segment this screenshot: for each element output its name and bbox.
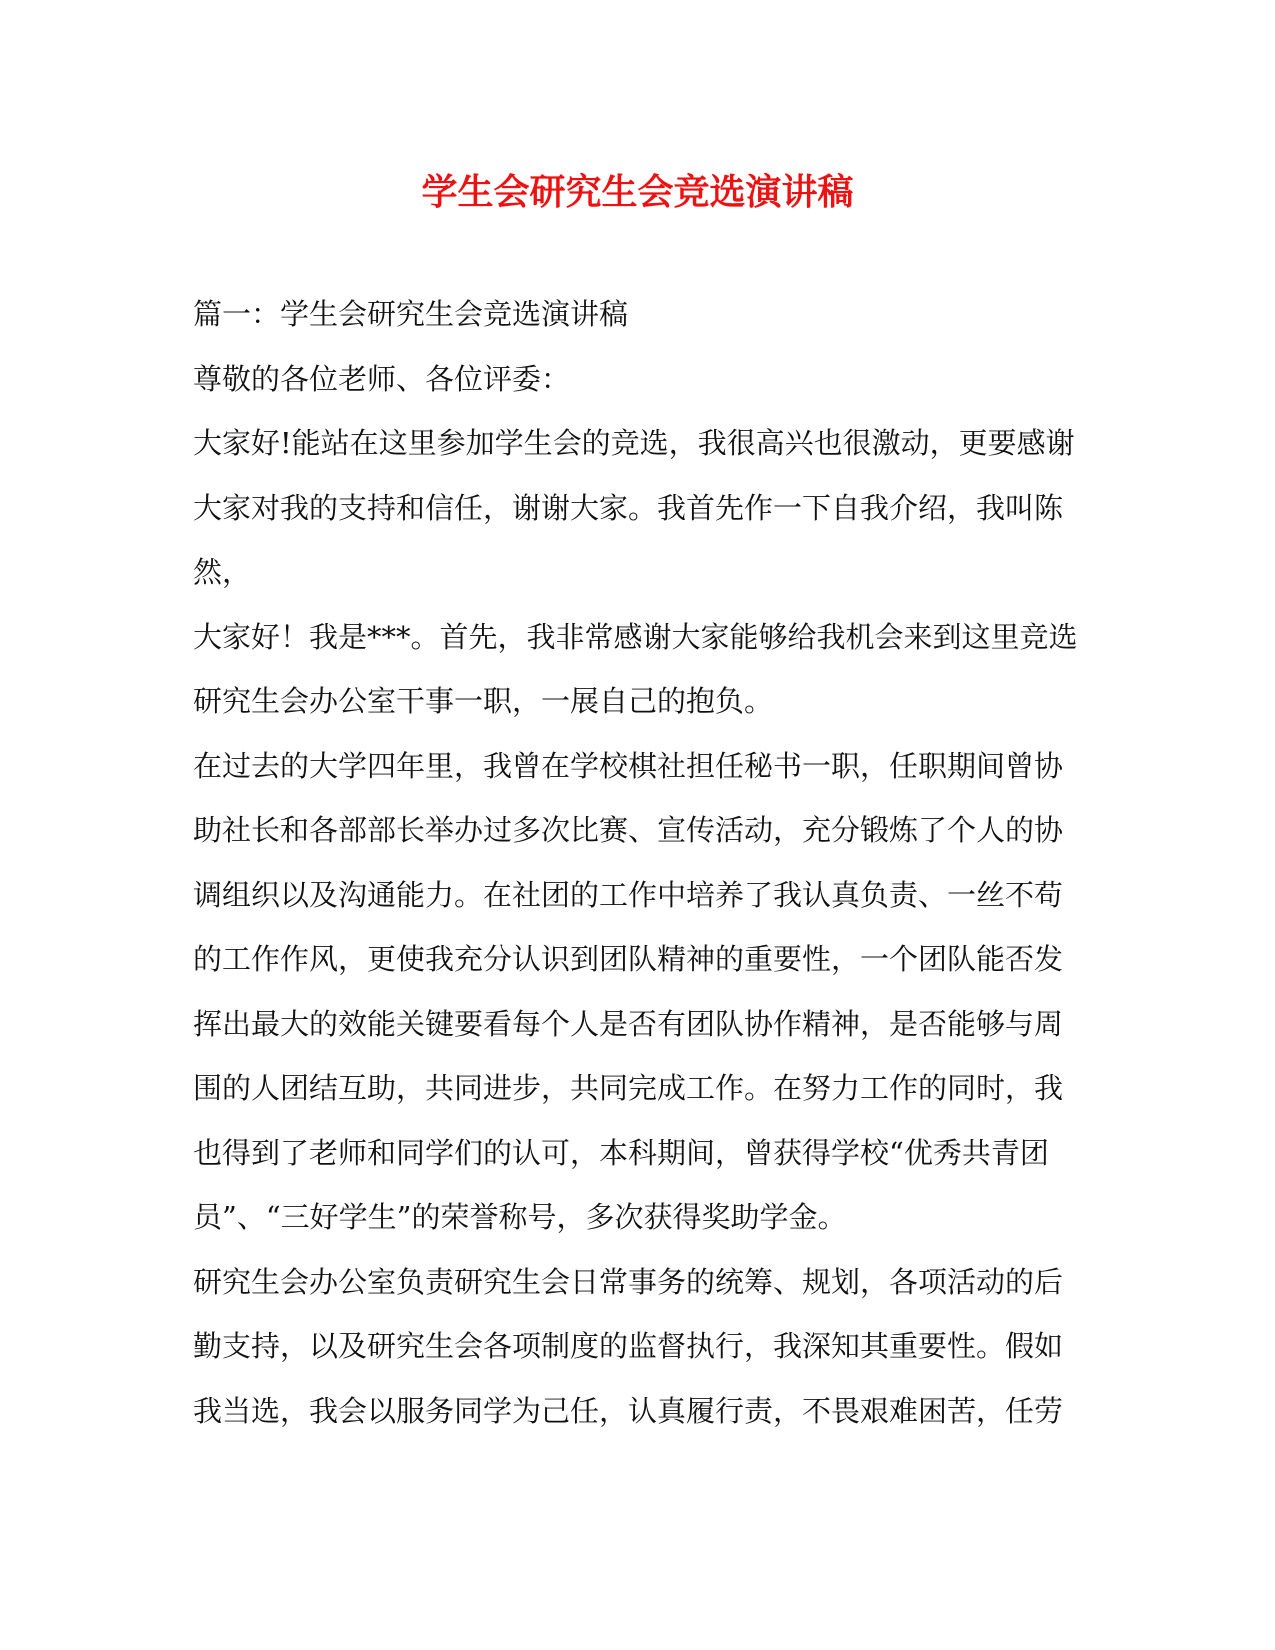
document-body <box>193 282 1083 1443</box>
paragraph-greeting-1: 大家好!能站在这里参加学生会的竞选，我很高兴也很激动，更要感谢大家对我的支持和信任，谢谢大家。我首先作一下自我介绍，我叫陈然， <box>193 426 1075 589</box>
paragraph-salutation: 尊敬的各位老师、各位评委： <box>193 361 571 396</box>
paragraph-experience: 在过去的大学四年里，我曾在学校棋社担任秘书一职，任职期间曾协助社长和各部部长举办过多次比赛、宣传活动，充分锻炼了个人的协调组织以及沟通能力。在社团的工作中培养了我认真负责、一丝不苟的工作作风，更使我充分认识到团队精神的重要性，一个团队能否发挥出最大的效能关键要看每个人是否有团队协作精神，是否能够与周围的人团结互助，共同进步，共同完成工作。在努力工作的同时，我也得到了老师和同学们的认可，本科期间，曾获得学校“优秀共青团员”、“三好学生”的荣誉称号，多次获得奖助学金。 <box>193 748 1064 1234</box>
paragraph-section-heading: 篇一：学生会研究生会竞选演讲稿 <box>193 297 629 331</box>
paragraph-greeting-2: 大家好！我是***。首先，我非常感谢大家能够给我机会来到这里竞选研究生会办公室干事一职，一展自己的抱负。 <box>193 619 1078 718</box>
document-title: 学生会研究生会竞选演讲稿 <box>421 171 854 213</box>
paragraph-office-duties: 研究生会办公室负责研究生会日常事务的统筹、规划，各项活动的后勤支持，以及研究生会各项制度的监督执行，我深知其重要性。假如我当选，我会以服务同学为己任，认真履行责，不畏艰难困苦，任劳 <box>193 1264 1064 1428</box>
